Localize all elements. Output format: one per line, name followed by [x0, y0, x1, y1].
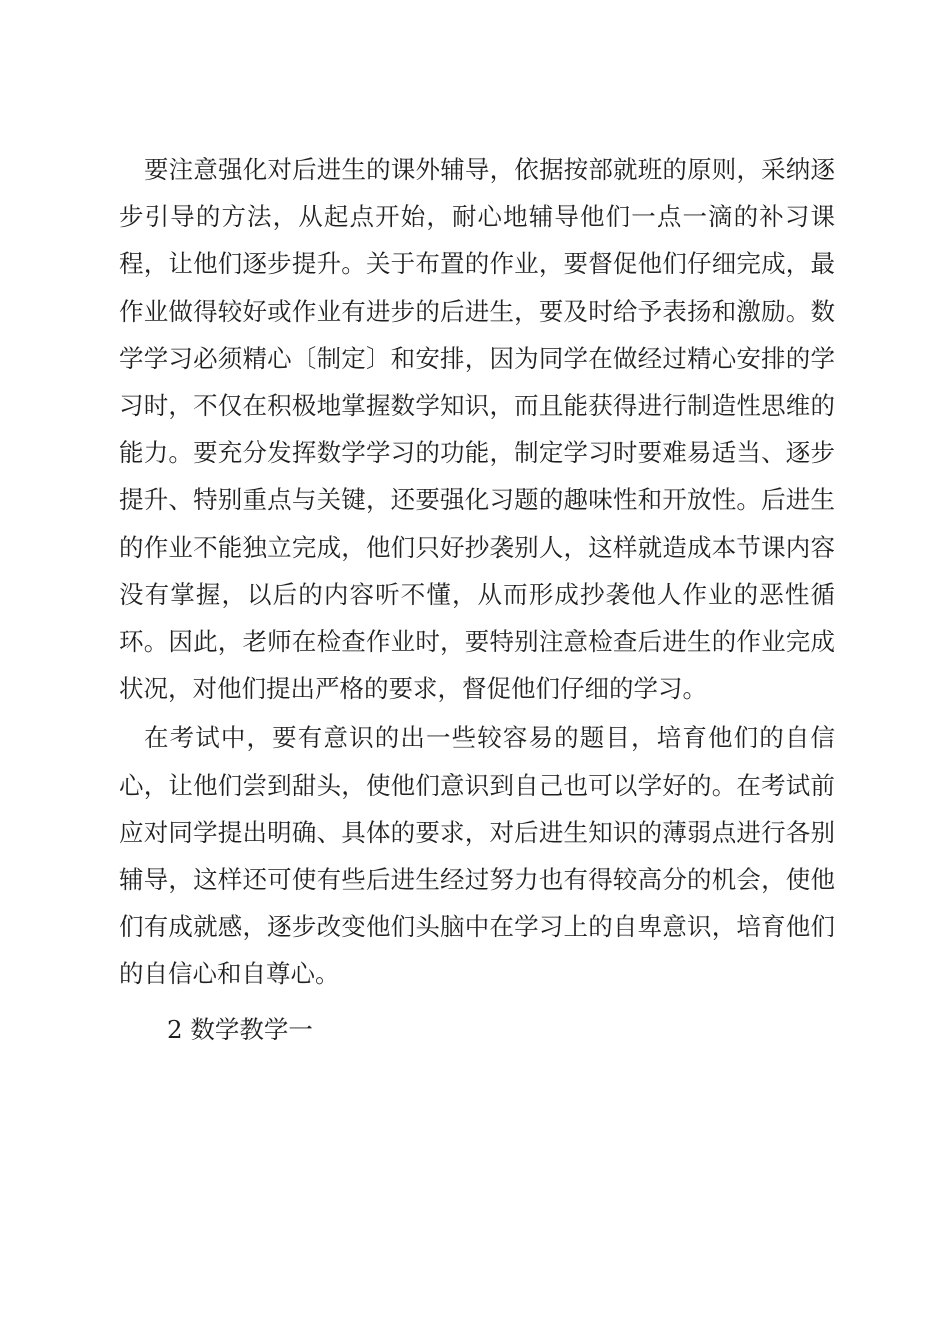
section-heading: 2 数学教学一 — [167, 1014, 313, 1044]
document-body — [119, 146, 835, 1053]
paragraph-1: 要注意强化对后进生的课外辅导，依据按部就班的原则，采纳逐步引导的方法，从起点开始，耐心地辅导他们一点一滴的补习课程，让他们逐步提升。关于布置的作业，要督促他们仔细完成，最作业做得较好或作业有进步的后进生，要及时给予表扬和激励。数学学习必须精心〔制定〕和安排，因为同学在做经过精心安排的学习时，不仅在积极地掌握数学知识，而且能获得进行制造性思维的能力。要充分发挥数学学习的功能，制定学习时要难易适当、逐步提升、特别重点与关键，还要强化习题的趣味性和开放性。后进生的作业不能独立完成，他们只好抄袭别人，这样就造成本节课内容没有掌握，以后的内容听不懂，从而形成抄袭他人作业的恶性循环。因此，老师在检查作业时，要特别注意检查后进生的作业完成状况，对他们提出严格的要求，督促他们仔细的学习。 — [119, 155, 835, 704]
paragraph-2: 在考试中，要有意识的出一些较容易的题目，培育他们的自信心，让他们尝到甜头，使他们意识到自己也可以学好的。在考试前应对同学提出明确、具体的要求，对后进生知识的薄弱点进行各别辅导，这样还可使有些后进生经过努力也有得较高分的机会，使他们有成就感，逐步改变他们头脑中在学习上的自卑意识，培育他们的自信心和自尊心。 — [119, 723, 835, 989]
